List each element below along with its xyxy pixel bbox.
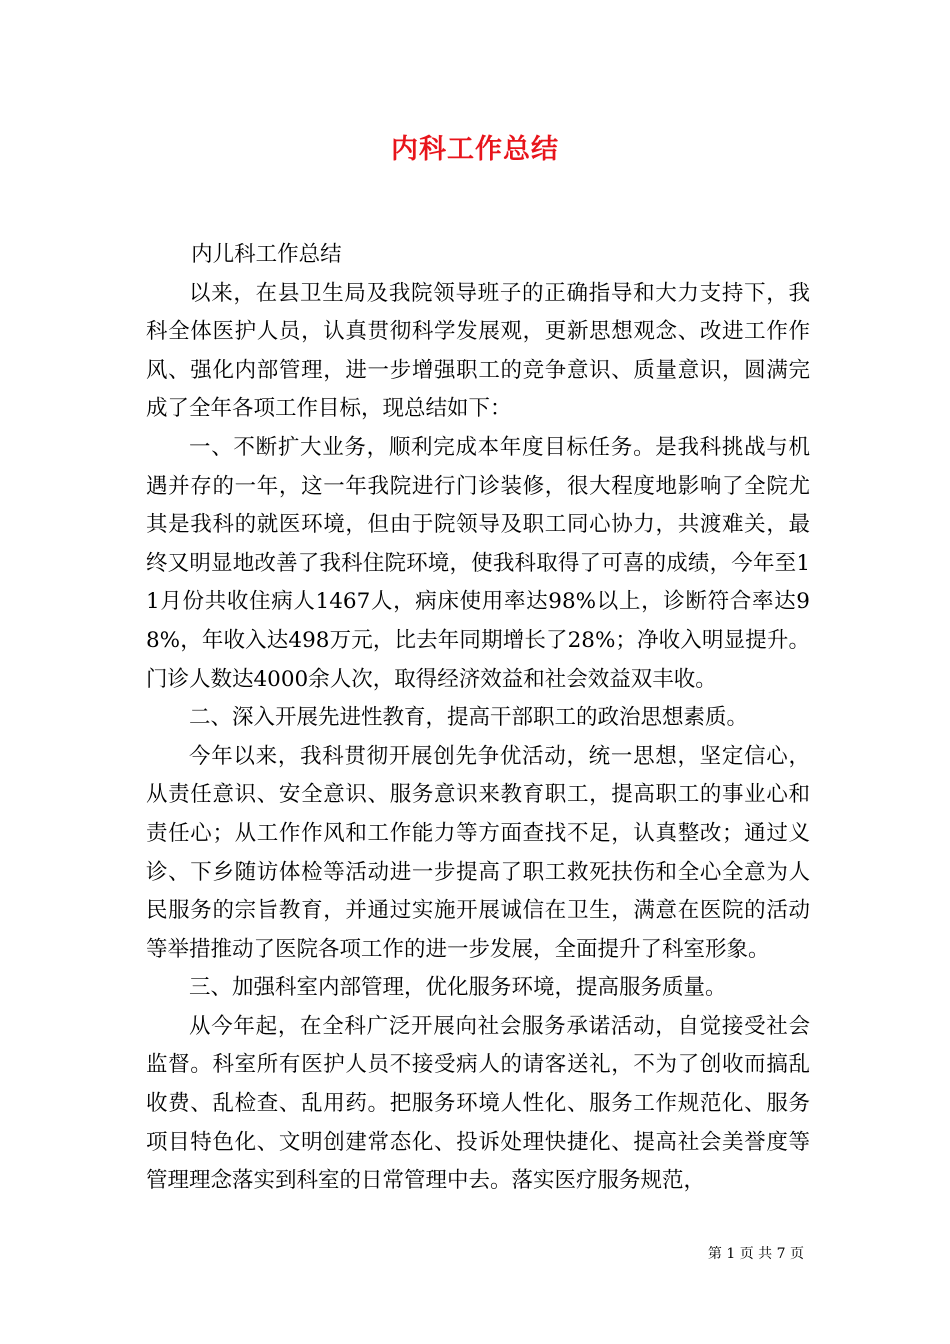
section-heading-2: 二、深入开展先进性教育，提高干部职工的政治思想素质。: [189, 705, 749, 731]
page-number: 第 1 页 共 7 页: [707, 1246, 804, 1262]
body-paragraph-section-3: 从今年起，在全科广泛开展向社会服务承诺活动，自觉接受社会监督。科室所有医护人员不接受病人的请客送礼，不为了创收而搞乱收费、乱检查、乱用药。把服务环境人性化、服务工作规范化、服务项目特色化、文明创建常态化、投诉处理快捷化、提高社会美誉度等管理理念落实到科室的日常管理中去。落实医疗服务规范，: [146, 1013, 810, 1194]
body-paragraph-section-2: 今年以来，我科贯彻开展创先争优活动，统一思想，坚定信心，从责任意识、安全意识、服务意识来教育职工，提高职工的事业心和责任心；从工作作风和工作能力等方面查找不足，认真整改；通过义诊、下乡随访体检等活动进一步提高了职工救死扶伤和全心全意为人民服务的宗旨教育，并通过实施开展诚信在卫生，满意在医院的活动等举措推动了医院各项工作的进一步发展，全面提升了科室形象。: [146, 743, 810, 962]
document-subtitle: 内儿科工作总结: [191, 242, 342, 267]
body-paragraph-section-1: 一、不断扩大业务，顺利完成本年度目标任务。是我科挑战与机遇并存的一年，这一年我院进行门诊装修，很大程度地影响了全院尤其是我科的就医环境，但由于院领导及职工同心协力，共渡难关，最终又明显地改善了我科住院环境，使我科取得了可喜的成绩，今年至11月份共收住病人1467人，病床使用率达98%以上，诊断符合率达98%，年收入达498万元，比去年同期增长了28%；净收入明显提升。门诊人数达4000余人次，取得经济效益和社会效益双丰收。: [146, 434, 810, 692]
document-title: 内科工作总结: [391, 134, 559, 165]
section-heading-3: 三、加强科室内部管理，优化服务环境，提高服务质量。: [189, 975, 727, 1001]
document-body: [146, 236, 810, 1201]
body-paragraph-intro: 以来，在县卫生局及我院领导班子的正确指导和大力支持下，我科全体医护人员，认真贯彻科学发展观，更新思想观念、改进工作作风、强化内部管理，进一步增强职工的竞争意识、质量意识，圆满完成了全年各项工作目标，现总结如下：: [146, 280, 810, 422]
